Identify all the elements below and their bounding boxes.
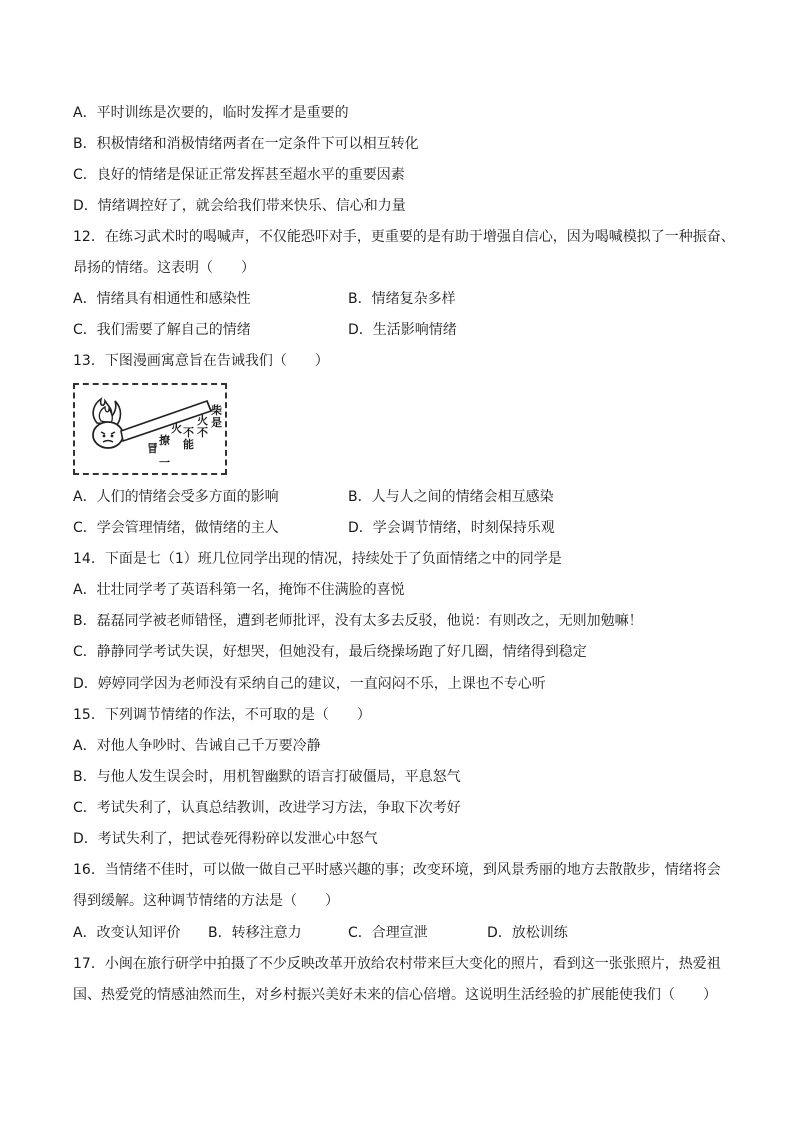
q11-option-a: A．平时训练是次要的，临时发挥才是重要的: [73, 105, 349, 121]
q14-option-b: B．磊磊同学被老师错怪，遭到老师批评，没有太多去反驳，他说：有则改之，无则加勉嘛！: [73, 613, 643, 629]
q12-option-a: A．情绪具有相通性和感染性: [73, 291, 251, 307]
q13-option-b: B．人与人之间的情绪会相互感染: [348, 489, 554, 505]
q16-option-a: A．改变认知评价: [73, 925, 181, 941]
q14-stem: 14．下面是七（1）班几位同学出现的情况，持续处于了负面情绪之中的同学是: [73, 551, 562, 567]
q16-option-b: B．转移注意力: [208, 925, 302, 941]
cartoon-text-col2: 柴是: [211, 404, 222, 429]
cartoon-text-col6: 冒: [147, 442, 158, 455]
q13-option-a: A．人们的情绪会受多方面的影响: [73, 489, 279, 505]
cartoon-text-col7: 一: [159, 456, 170, 469]
q14-option-d: D．婷婷同学因为老师没有采纳自己的建议，一直闷闷不乐，上课也不专心听: [73, 676, 546, 692]
cartoon-text-col1: 火不: [197, 414, 208, 439]
q15-option-a: A．对他人争吵时、告诫自己千万要冷静: [73, 738, 321, 754]
q15-option-c: C．考试失利了，认真总结教训，改进学习方法，争取下次考好: [73, 800, 461, 816]
q12-option-c: C．我们需要了解自己的情绪: [73, 322, 251, 338]
q14-option-a: A．壮壮同学考了英语科第一名，掩饰不住满脸的喜悦: [73, 582, 405, 598]
cartoon-text-col5: 撩: [159, 434, 170, 447]
q15-option-b: B．与他人发生误会时，用机智幽默的语言打破僵局，平息怒气: [73, 769, 461, 785]
q17-stem-line1: 17．小闽在旅行研学中拍摄了不少反映改革开放给农村带来巨大变化的照片，看到这一张张照片，热爱祖: [73, 956, 721, 972]
q11-option-b: B．积极情绪和消极情绪两者在一定条件下可以相互转化: [73, 136, 419, 152]
cartoon-text-col4: 火: [171, 422, 182, 435]
q12-option-d: D．生活影响情绪: [348, 322, 457, 338]
q12-stem-line2: 昂扬的情绪。这表明（ ）: [73, 260, 255, 276]
q13-stem: 13．下图漫画寓意旨在告诫我们（ ）: [73, 353, 329, 369]
q16-option-c: C．合理宣泄: [348, 925, 428, 941]
q11-option-c: C．良好的情绪是保证正常发挥甚至超水平的重要因素: [73, 167, 405, 183]
q16-stem-line1: 16．当情绪不佳时，可以做一做自己平时感兴趣的事；改变环境，到风景秀丽的地方去散散步，情绪将会: [73, 862, 721, 878]
q11-option-d: D．情绪调控好了，就会给我们带来快乐、信心和力量: [73, 198, 406, 214]
q15-option-d: D．考试失利了，把试卷死得粉碎以发泄心中怒气: [73, 831, 378, 847]
q14-option-c: C．静静同学考试失误，好想哭，但她没有，最后绕操场跑了好几圈，情绪得到稳定: [73, 644, 587, 660]
q13-option-c: C．学会管理情绪，做情绪的主人: [73, 520, 279, 536]
q16-stem-line2: 得到缓解。这种调节情绪的方法是（ ）: [73, 893, 339, 909]
q12-option-b: B．情绪复杂多样: [348, 291, 456, 307]
q12-stem-line1: 12．在练习武术时的喝喊声，不仅能恐吓对手，更重要的是有助于增强自信心，因为喝喊模拟了一种振奋、: [73, 229, 735, 245]
q13-option-d: D．学会调节情绪，时刻保持乐观: [348, 520, 555, 536]
q16-option-d: D．放松训练: [487, 925, 568, 941]
cartoon-text-col3: 不能: [183, 426, 194, 451]
match-cartoon: [73, 383, 227, 475]
q15-stem: 15．下列调节情绪的作法，不可取的是（ ）: [73, 707, 371, 723]
q17-stem-line2: 国、热爱党的情感油然而生，对乡村振兴美好未来的信心倍增。这说明生活经验的扩展能使我们（ ）: [73, 987, 717, 1003]
